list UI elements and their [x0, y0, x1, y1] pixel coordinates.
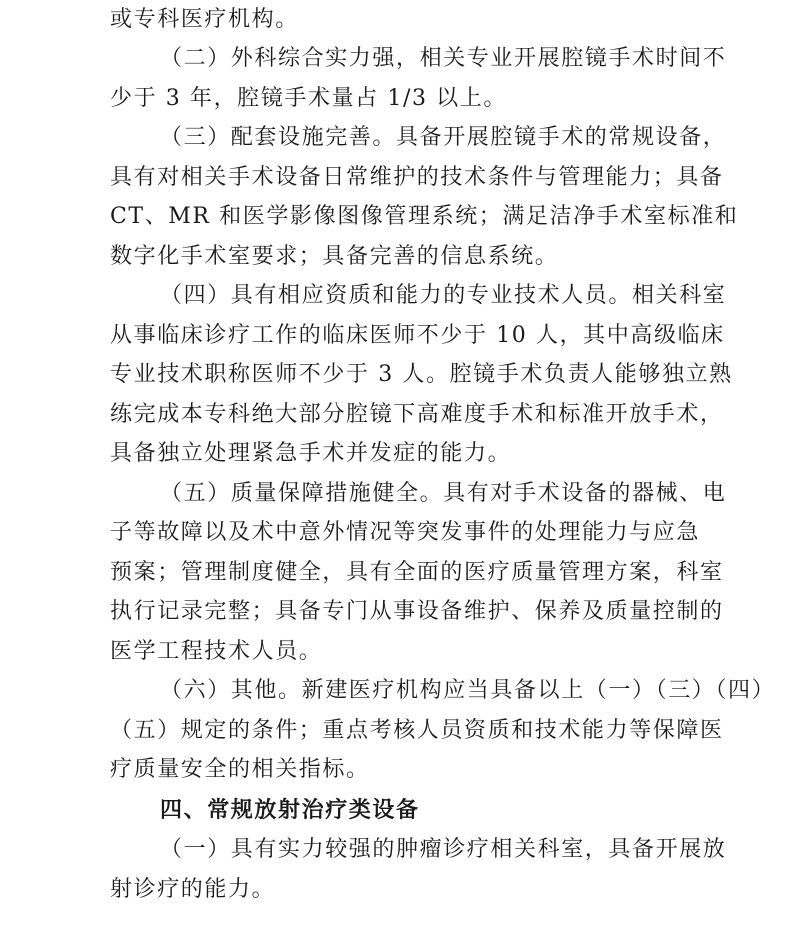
text-line: （三）配套设施完善。具备开展腔镜手术的常规设备， [160, 125, 727, 150]
text-line: （四）具有相应资质和能力的专业技术人员。相关科室 [160, 283, 727, 308]
text-line: （一）具有实力较强的肿瘤诊疗相关科室，具备开展放 [160, 837, 727, 862]
text-line: 执行记录完整；具备专门从事设备维护、保养及质量控制的 [110, 599, 724, 624]
text-line: （二）外科综合实力强，相关专业开展腔镜手术时间不 [160, 46, 727, 71]
section-heading: 四、常规放射治疗类设备 [160, 798, 420, 823]
text-line: （五）规定的条件；重点考核人员资质和技术能力等保障医 [110, 718, 724, 743]
text-line: 少于 3 年，腔镜手术量占 1/3 以上。 [110, 86, 507, 111]
text-line: 疗质量安全的相关指标。 [110, 757, 370, 782]
text-line: （六）其他。新建医疗机构应当具备以上（一）（三）（四） [160, 678, 776, 703]
text-line: 或专科医疗机构。 [110, 7, 299, 32]
text-line: 专业技术职称医师不少于 3 人。腔镜手术负责人能够独立熟 [110, 362, 733, 387]
text-line: 医学工程技术人员。 [110, 639, 323, 664]
text-line: （五）质量保障措施健全。具有对手术设备的器械、电 [160, 481, 727, 506]
text-line: 具有对相关手术设备日常维护的技术条件与管理能力；具备 [110, 165, 724, 190]
text-line: 预案；管理制度健全，具有全面的医疗质量管理方案，科室 [110, 560, 724, 585]
text-line: CT、MR 和医学影像图像管理系统；满足洁净手术室标准和 [110, 204, 739, 229]
text-line: 数字化手术室要求；具备完善的信息系统。 [110, 244, 559, 269]
text-line: 从事临床诊疗工作的临床医师不少于 10 人，其中高级临床 [110, 323, 725, 348]
text-line: 射诊疗的能力。 [110, 877, 276, 902]
text-line: 子等故障以及术中意外情况等突发事件的处理能力与应急 [110, 520, 701, 545]
text-line: 练完成本专科绝大部分腔镜下高难度手术和标准开放手术， [110, 402, 724, 427]
text-line: 具备独立处理紧急手术并发症的能力。 [110, 441, 512, 466]
